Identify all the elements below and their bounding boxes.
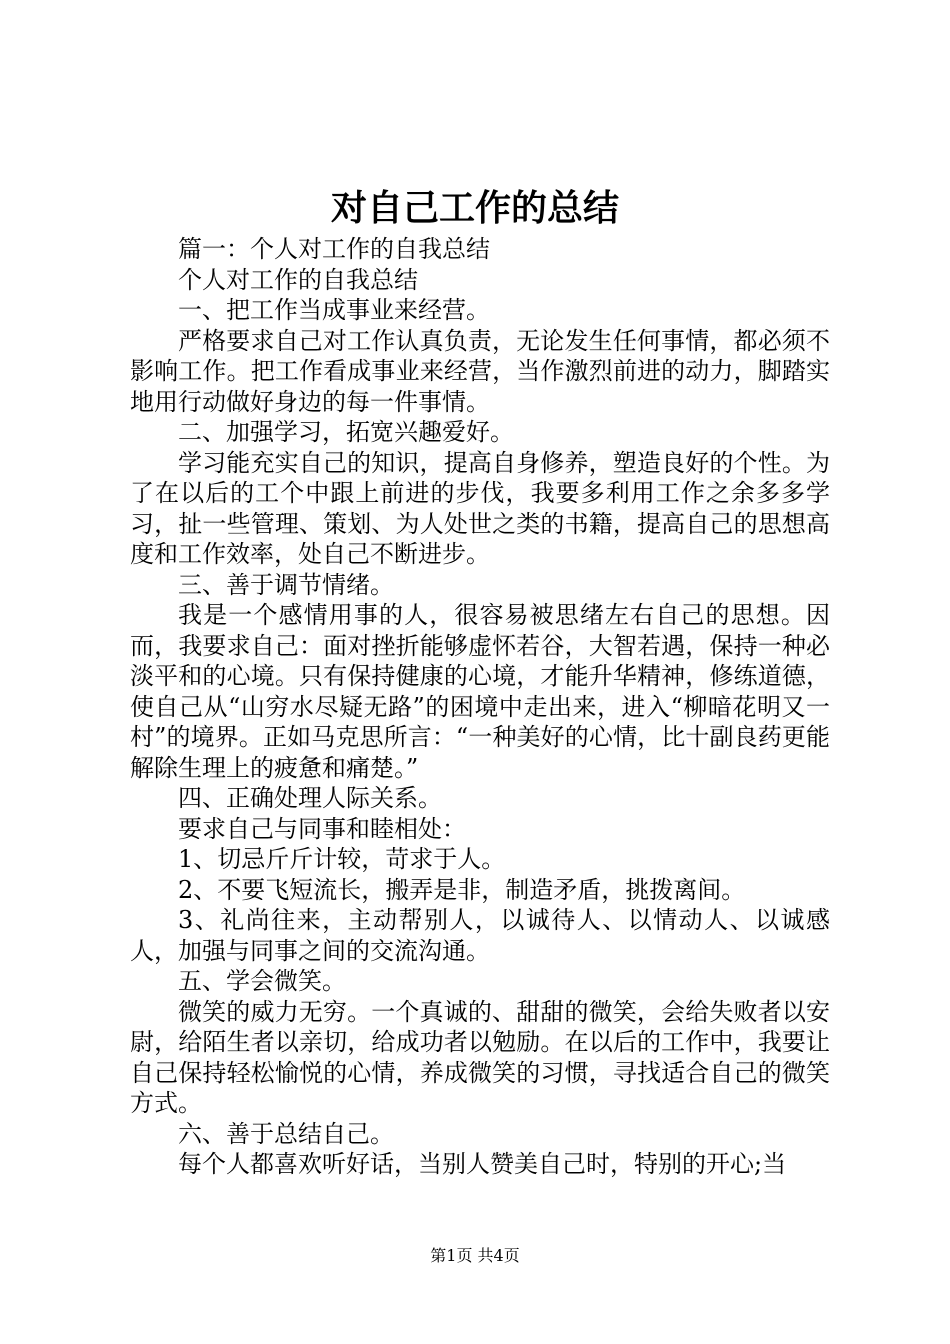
paragraph: 个人对工作的自我总结 [178, 265, 418, 294]
section-heading: 一、把工作当成事业来经营。 [178, 296, 490, 324]
section-heading: 六、善于总结自己。 [178, 1119, 394, 1148]
paragraph: 严格要求自己对工作认真负责，无论发生任何事情，都必须不影响工作。把工作看成事业来经营，当作激烈前进的动力，脚踏实地用行动做好身边的每一件事情。 [130, 326, 830, 416]
paragraph: 学习能充实自己的知识，提高自身修养，塑造良好的个性。为了在以后的工个中跟上前进的步伐，我要多利用工作之余多多学习，扯一些管理、策划、为人处世之类的书籍，提高自己的思想高度和工作效率，处自己不断进步。 [130, 448, 830, 568]
page-number-footer: 第1页 共4页 [430, 1246, 520, 1265]
paragraph: 篇一：个人对工作的自我总结 [178, 235, 490, 263]
section-heading: 五、学会微笑。 [178, 967, 346, 995]
section-heading: 三、善于调节情绪。 [178, 570, 394, 599]
paragraph: 每个人都喜欢听好话，当别人赞美自己时，特别的开心;当 [178, 1150, 787, 1178]
document-body [130, 234, 830, 1180]
section-heading: 四、正确处理人际关系。 [178, 784, 442, 812]
paragraph: 微笑的威力无穷。一个真诚的、甜甜的微笑，会给失败者以安尉，给陌生者以亲切，给成功者以勉励。在以后的工作中，我要让自己保持轻松愉悦的心情，养成微笑的习惯，寻找适合自己的微笑方式。 [130, 997, 830, 1117]
list-item: 3、礼尚往来，主动帮别人，以诚待人、以情动人、以诚感人，加强与同事之间的交流沟通。 [130, 906, 830, 965]
document-title: 对自己工作的总结 [330, 187, 619, 229]
list-item: 1、切忌斤斤计较，苛求于人。 [178, 845, 506, 873]
section-heading: 二、加强学习，拓宽兴趣爱好。 [178, 418, 514, 446]
list-item: 2、不要飞短流长，搬弄是非，制造矛盾，挑拨离间。 [178, 875, 746, 904]
paragraph: 要求自己与同事和睦相处： [178, 814, 466, 843]
paragraph: 我是一个感情用事的人，很容易被思绪左右自己的思想。因而，我要求自己：面对挫折能够虚怀若谷，大智若遇，保持一种必淡平和的心境。只有保持健康的心境，才能升华精神，修练道德，使自己从“山穷水尽疑无路”的困境中走出来，进入“柳暗花明又一村”的境界。正如马克思所言：“一种美好的心情，比十副良药更能解除生理上的疲惫和痛楚。” [130, 601, 830, 782]
